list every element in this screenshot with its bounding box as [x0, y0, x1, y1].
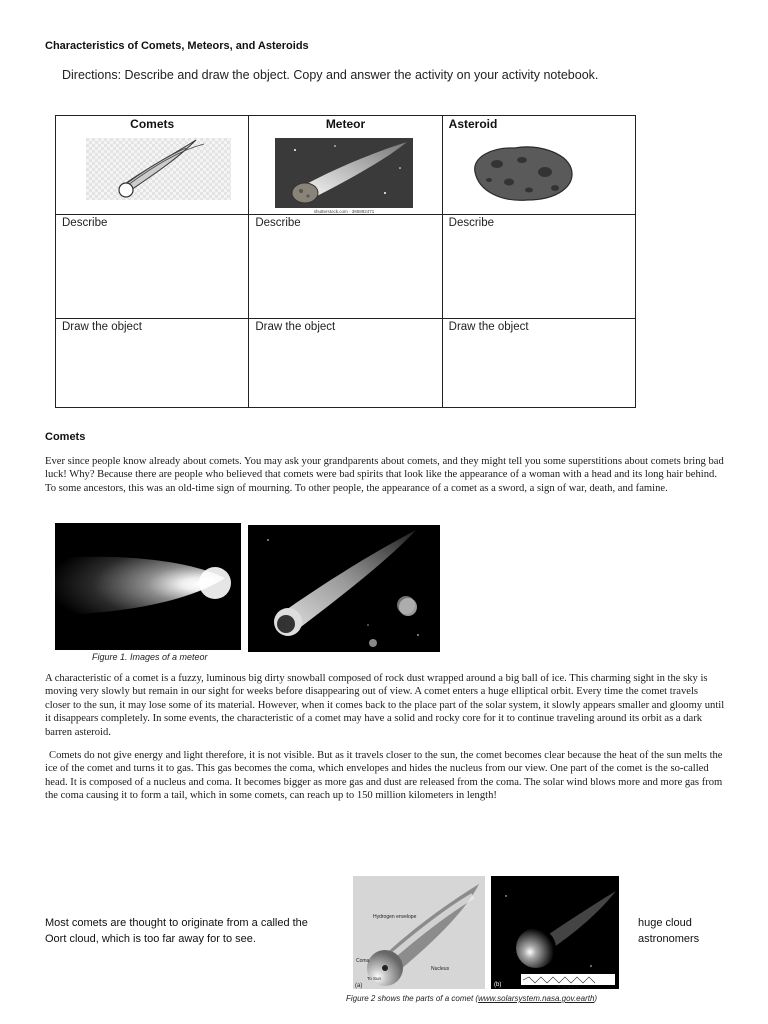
header-cell-asteroid: [442, 116, 635, 215]
figure1-image-right: [248, 525, 440, 652]
meteor-illustration: [275, 138, 413, 214]
figure2-caption-suffix: ): [594, 994, 598, 1003]
figure2-photo: [491, 876, 619, 989]
comet-illustration: [86, 138, 231, 200]
document-title: Characteristics of Comets, Meteors, and Asteroids: [45, 40, 309, 52]
describe-row: [56, 215, 636, 319]
asteroid-illustration: [467, 142, 577, 204]
describe-label: Describe: [255, 217, 301, 229]
draw-label: Draw the object: [255, 321, 336, 333]
draw-cell-asteroid[interactable]: [442, 319, 635, 408]
comets-paragraph-2: A characteristic of a comet is a fuzzy, luminous big dirty snowball composed of rock dust wrapped around a big ball of ice. This charming sight in the sky is moving very slowly but remain in our sight for weeks before disappearing out of view. A comet enters a huge elliptical orbit. Every time the comet travels closer to the sun, it may lose some of its material. However, when it comes back to the place part of the solar system, it slowly appears smaller and gloomy until it disappears completely. In some events, the characteristic of a comet may have a solid and rocky core for it to continue traveling around its orbit as a dark barren asteroid.: [45, 673, 725, 738]
header-cell-meteor: [249, 116, 442, 215]
figure1-image-left: [55, 523, 241, 650]
header-comets: Comets: [130, 117, 175, 131]
table-header-row: [56, 116, 636, 215]
draw-label: Draw the object: [448, 321, 529, 333]
meteor-stock-credit: shutterstock.com · 385892471: [314, 209, 375, 214]
label-coma: Coma: [356, 958, 370, 964]
figure2-diagram: [353, 876, 485, 989]
comets-paragraph-3: Comets do not give energy and light therefore, it is not visible. But as it travels closer to the sun, the comet becomes clear because the heat of the sun melts the ice of the comet and turns it to gas. This gas becomes the coma, which envelopes and hides the nucleus from our view. One part of the comet is the so-called head. It is composed of a nucleus and coma. It becomes bigger as more gas and dust are released from the coma. The solar wind blows more and more gas from the coma causing it to form a tail, which in some comets, can reach up to 150 million kilometers in length!: [45, 750, 723, 802]
oort-cloud-text-left: Most comets are thought to originate from a called the Oort cloud, which is too far away for to see.: [45, 917, 308, 945]
describe-label: Describe: [62, 217, 108, 229]
figure2-source-link[interactable]: www.solarsystem.nasa.gov.earth: [478, 994, 595, 1003]
draw-row: [56, 319, 636, 408]
directions-text: Directions: Describe and draw the object. Copy and answer the activity on your activity notebook.: [62, 68, 599, 82]
label-to-sun: To Sun: [367, 976, 382, 981]
figure1-caption: Figure 1. Images of a meteor: [92, 652, 208, 662]
describe-cell-asteroid[interactable]: [442, 215, 635, 319]
comets-paragraph-1: Ever since people know already about comets. You may ask your grandparents about comets, and they might tell you some superstitions about comets bring bad luck! Why? Because there are people who believed that comets were bad spirits that look like the appearance of a woman with a head and its long hair behind. To some ancestors, this was an old-time sign of mourning. To other people, the appearance of a comet as a sword, a sign of war, death, and famine.: [45, 456, 724, 494]
draw-cell-meteor[interactable]: [249, 319, 442, 408]
oort-cloud-text-right: huge cloud astronomers: [638, 917, 700, 945]
draw-label: Draw the object: [62, 321, 142, 333]
label-b: (b): [494, 982, 502, 988]
label-spectrum: R I V U X G: [557, 984, 579, 989]
figure2-caption-prefix: Figure 2 shows the parts of a comet (: [346, 994, 479, 1003]
activity-table: [55, 115, 636, 408]
header-cell-comets: [56, 116, 249, 215]
draw-cell-comets[interactable]: [56, 319, 249, 408]
header-meteor: Meteor: [325, 117, 366, 131]
describe-cell-meteor[interactable]: [249, 215, 442, 319]
label-nucleus: Nucleus: [431, 966, 450, 972]
header-asteroid: Asteroid: [448, 117, 498, 131]
label-a: (a): [355, 983, 363, 989]
label-hydrogen-envelope: Hydrogen envelope: [373, 914, 417, 920]
describe-cell-comets[interactable]: [56, 215, 249, 319]
describe-label: Describe: [448, 217, 495, 229]
figure2-caption: [346, 994, 597, 1003]
comets-heading: Comets: [45, 431, 86, 443]
